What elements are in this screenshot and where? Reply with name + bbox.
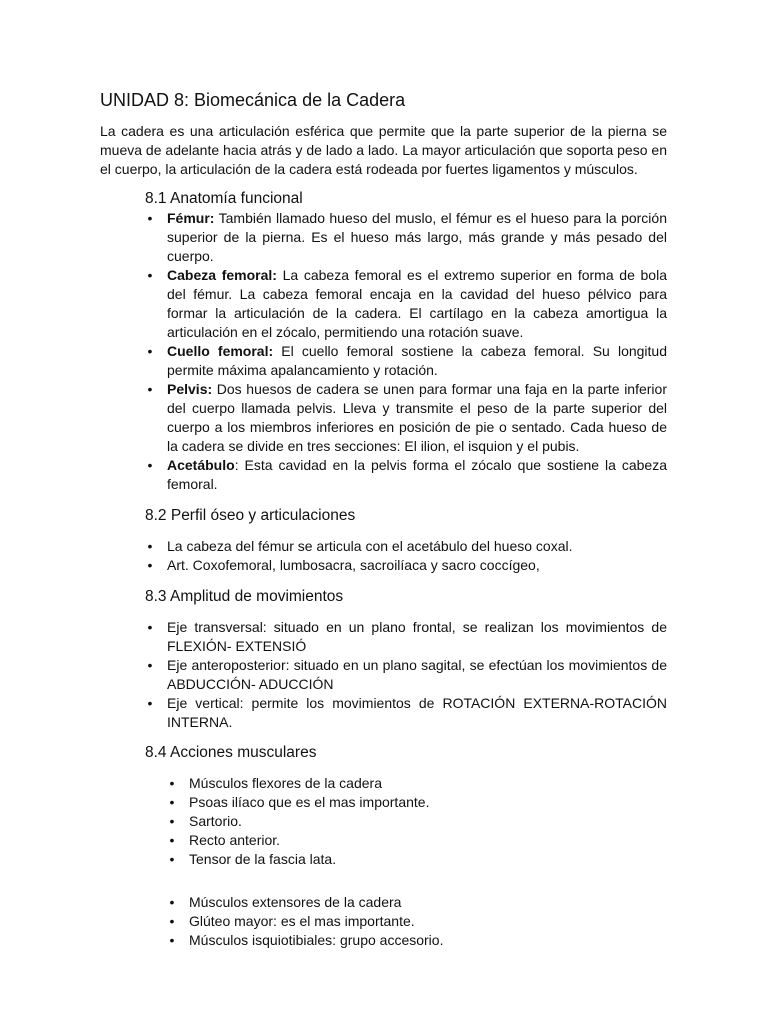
page-title: UNIDAD 8: Biomecánica de la Cadera — [100, 90, 406, 110]
bullet-icon: • — [147, 557, 153, 573]
intro-paragraph: La cadera es una articulación esférica que permite que la parte superior de la pierna se mueva de adelante hacia atrás y de lado a lado. La mayor articulación que soporta peso en el cuerpo, la articulación de la cadera está rodeada por fuertes ligamentos y músculos. — [100, 123, 667, 177]
list-item-text: Eje vertical: permite los movimientos de ROTACIÓN EXTERNA-ROTACIÓN INTERNA. — [167, 695, 667, 730]
bullet-icon: • — [147, 267, 153, 283]
list-item-text: Músculos extensores de la cadera — [189, 894, 402, 910]
list-item — [147, 380, 667, 456]
bullet-icon: • — [169, 813, 175, 829]
list-item-text: Tensor de la fascia lata. — [189, 851, 337, 867]
list-item-term: Fémur: — [167, 210, 215, 226]
list-item — [147, 456, 667, 494]
list-item-text: Recto anterior. — [189, 832, 281, 848]
list-item — [169, 893, 669, 912]
list-item-text: Sartorio. — [189, 813, 242, 829]
list-item — [147, 537, 667, 556]
bullet-icon: • — [169, 851, 175, 867]
bullet-icon: • — [147, 695, 153, 711]
list-item — [169, 912, 669, 931]
list-item — [147, 618, 667, 656]
bullet-icon: • — [147, 210, 153, 226]
perfil-list — [147, 537, 667, 575]
list-item — [147, 694, 667, 732]
bullet-icon: • — [147, 381, 153, 397]
list-item — [169, 831, 669, 850]
bullet-icon: • — [147, 619, 153, 635]
list-item-text: Eje transversal: situado en un plano frontal, se realizan los movimientos de FLEXIÓN- EXTENSIÓ — [167, 619, 667, 654]
list-item-text: Músculos flexores de la cadera — [189, 775, 382, 791]
list-item-text: Psoas ilíaco que es el mas importante. — [189, 794, 430, 810]
anatomia-list — [147, 209, 668, 494]
list-item-text: La cabeza del fémur se articula con el acetábulo del hueso coxal. — [167, 538, 573, 554]
list-item — [147, 342, 668, 380]
list-item-text: Músculos isquiotibiales: grupo accesorio. — [189, 932, 444, 948]
list-item — [169, 774, 669, 793]
list-item — [169, 812, 669, 831]
list-item-term: Pelvis: — [167, 381, 213, 397]
bullet-icon: • — [169, 894, 175, 910]
bullet-icon: • — [169, 794, 175, 810]
list-item — [169, 850, 669, 869]
list-item-text: El cuello femoral sostiene la cabeza femoral. Su longitud permite máxima apalancamiento y rotación. — [167, 343, 668, 378]
list-item-text: Dos huesos de cadera se unen para formar una faja en la parte inferior del cuerpo llamada pelvis. Lleva y transmite el peso de la parte superior del cuerpo a los miembros inferiores en posición de pie o sentado. Cada hueso de la cadera se divide en tres secciones: El ilion, el isquion y el pubis. — [167, 381, 667, 454]
bullet-icon: • — [147, 657, 153, 673]
section-heading-perfil: 8.2 Perfil óseo y articulaciones — [145, 507, 356, 524]
list-item-text: También llamado hueso del muslo, el fémur es el hueso para la porción superior de la pierna. Es el hueso más largo, más grande y más pesado del cuerpo. — [167, 210, 667, 264]
bullet-icon: • — [169, 832, 175, 848]
list-item-term: Acetábulo — [167, 457, 235, 473]
section-heading-anatomia: 8.1 Anatomía funcional — [145, 190, 303, 207]
list-item-term: Cabeza femoral: — [167, 267, 277, 283]
list-item — [147, 656, 667, 694]
bullet-icon: • — [147, 538, 153, 554]
bullet-icon: • — [169, 913, 175, 929]
list-item — [147, 556, 667, 575]
amplitud-list — [147, 618, 667, 732]
section-heading-acciones: 8.4 Acciones musculares — [145, 744, 317, 761]
list-item — [147, 266, 667, 342]
list-item-text: Glúteo mayor: es el mas importante. — [189, 913, 415, 929]
bullet-icon: • — [147, 457, 153, 473]
flexores-list — [169, 774, 669, 869]
list-item-text: Art. Coxofemoral, lumbosacra, sacroilíaca y sacro coccígeo, — [167, 557, 540, 573]
list-item-text: Eje anteroposterior: situado en un plano sagital, se efectúan los movimientos de ABDUCCIÓN- ADUCCIÓN — [167, 657, 667, 692]
bullet-icon: • — [169, 775, 175, 791]
list-item — [169, 931, 669, 950]
section-heading-amplitud: 8.3 Amplitud de movimientos — [145, 588, 344, 605]
bullet-icon: • — [169, 932, 175, 948]
list-item — [147, 209, 667, 266]
list-item-text: : Esta cavidad en la pelvis forma el zócalo que sostiene la cabeza femoral. — [167, 457, 667, 492]
extensores-list — [169, 893, 669, 950]
bullet-icon: • — [147, 343, 153, 359]
list-item-text: La cabeza femoral es el extremo superior en forma de bola del fémur. La cabeza femoral encaja en la cavidad del hueso pélvico para formar la articulación de la cadera. El cartílago en la cabeza amortigua la articulación en el zócalo, permitiendo una rotación suave. — [167, 267, 667, 340]
list-item — [169, 793, 669, 812]
list-item-term: Cuello femoral: — [167, 343, 274, 359]
